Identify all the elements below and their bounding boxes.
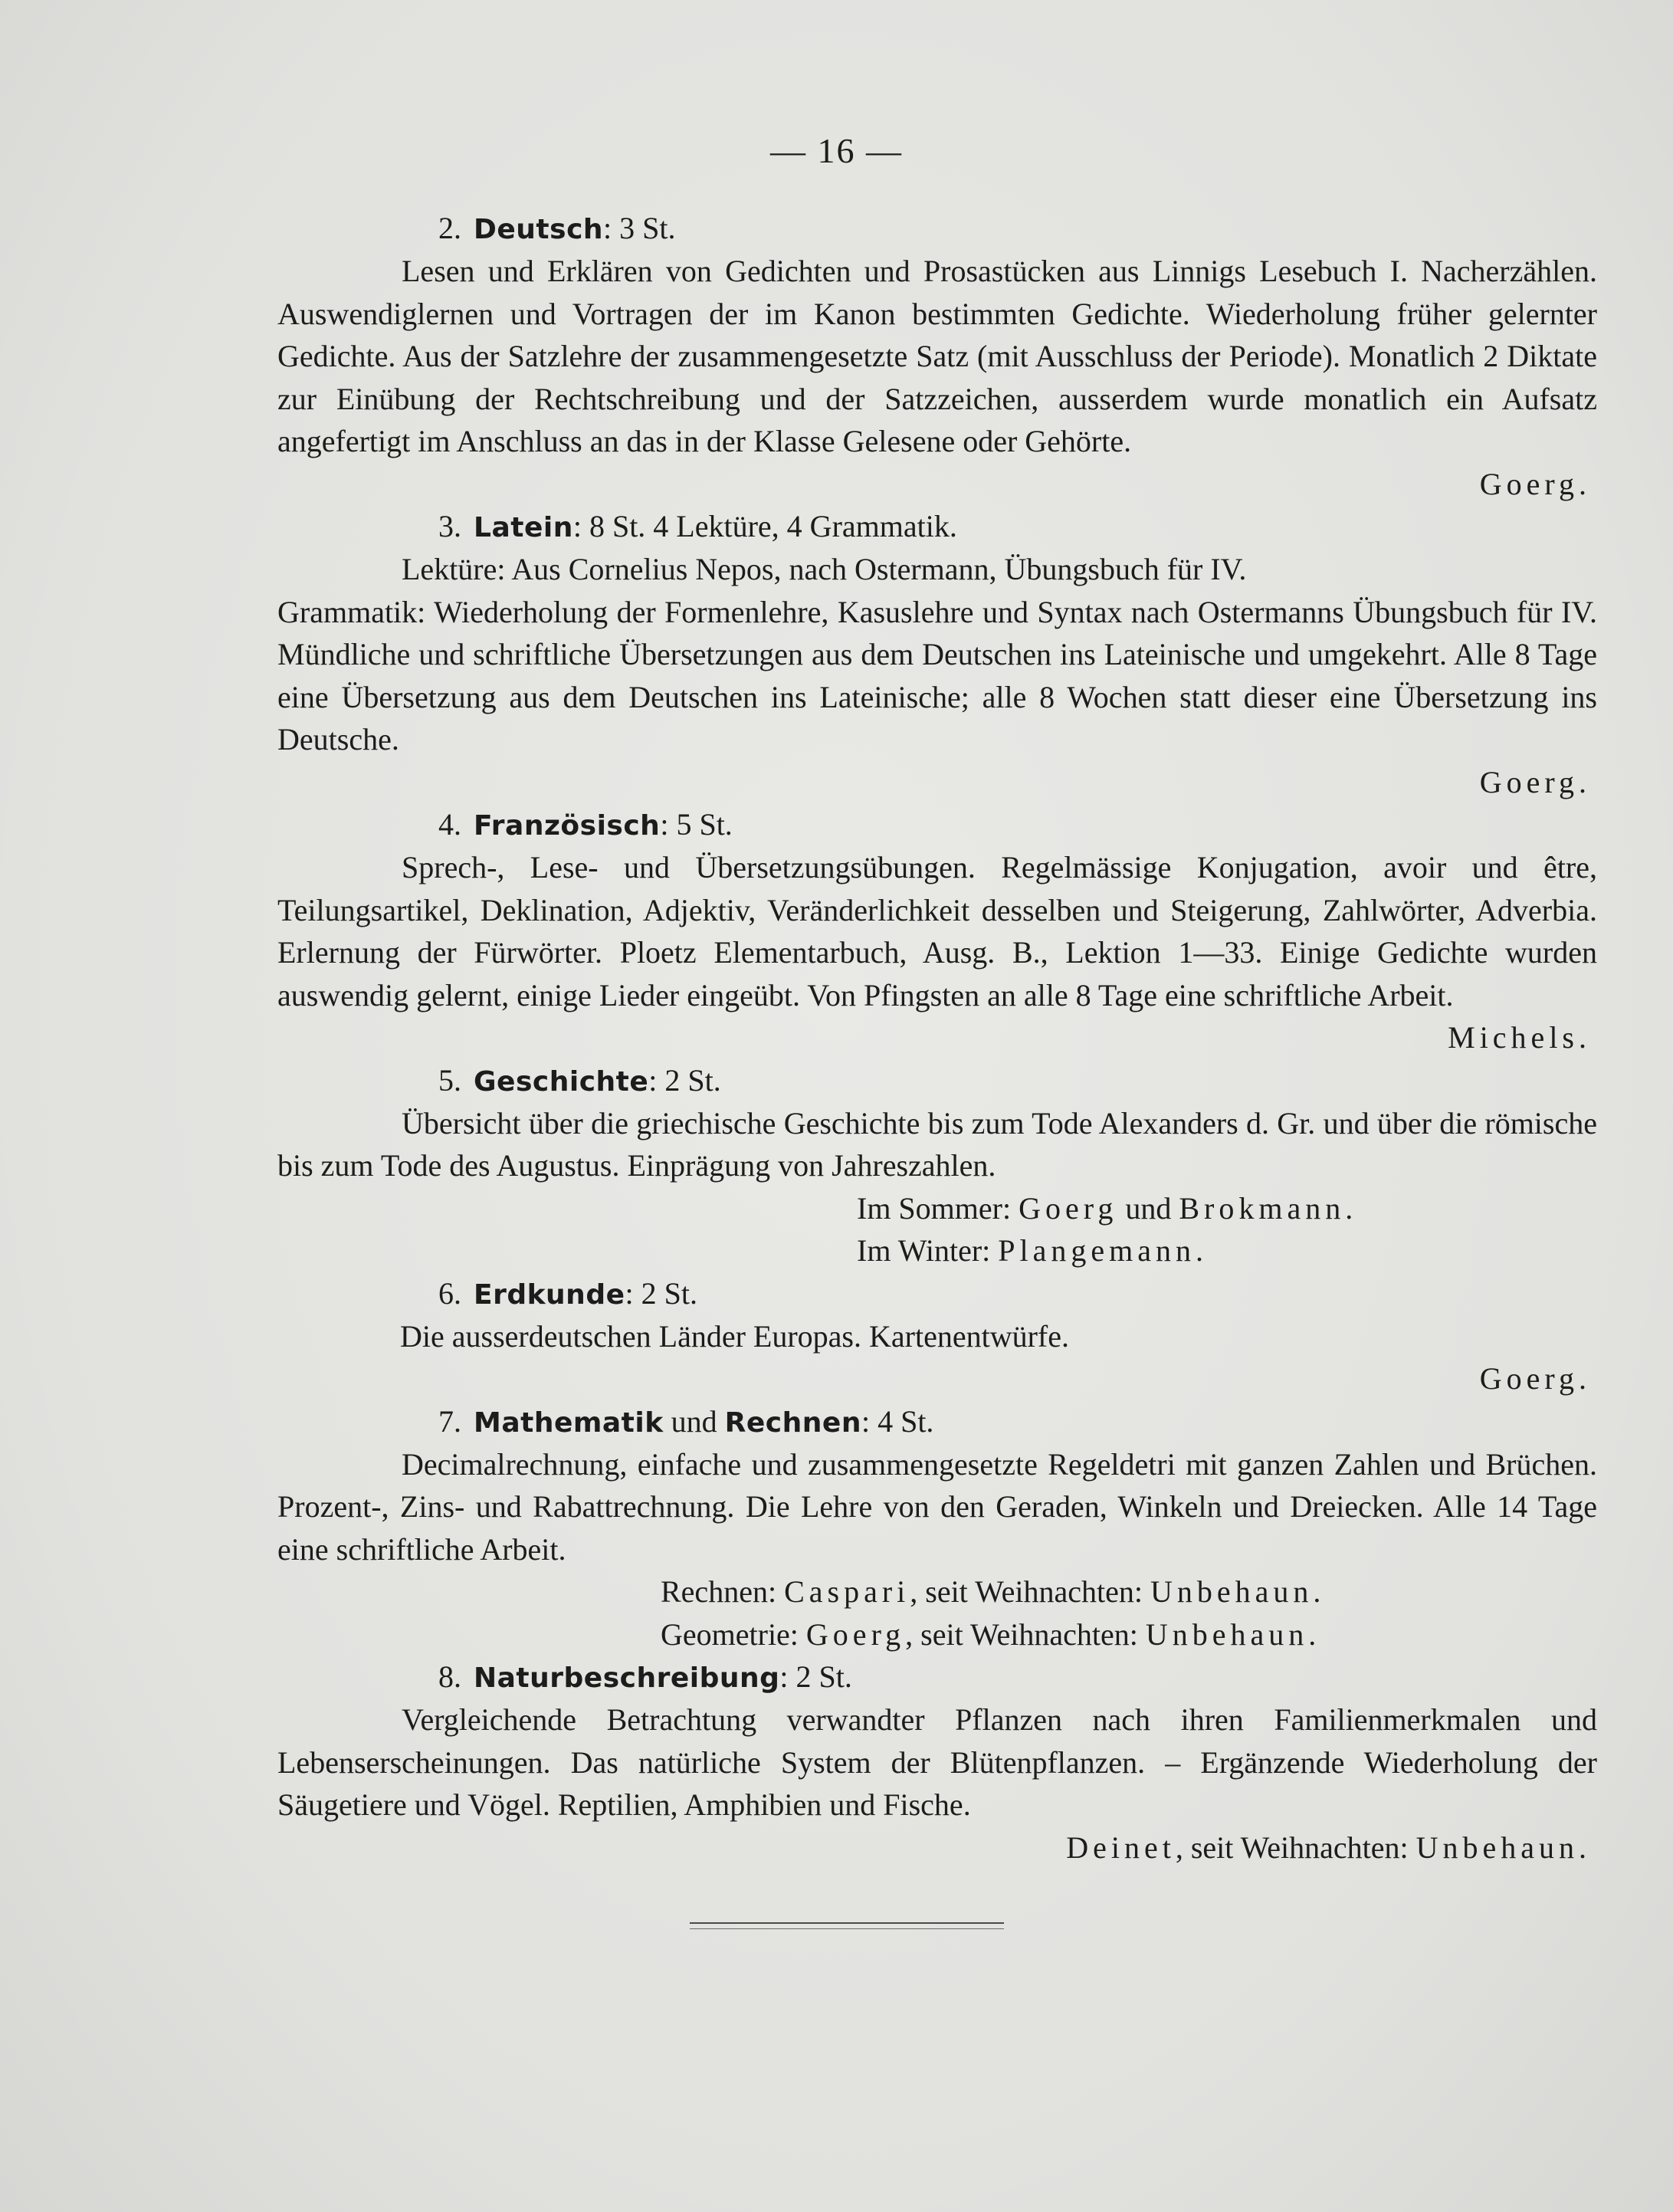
hours: : 8 St. 4 Lektüre, 4 Grammatik. (572, 509, 957, 543)
rechnen-label: Rechnen: (661, 1574, 777, 1609)
hours: : 4 St. (861, 1403, 934, 1439)
section-number: 2. (438, 211, 461, 245)
section-deutsch (277, 207, 1597, 505)
page-content (277, 207, 1597, 1869)
section-number: 4. (438, 807, 461, 842)
conjunction: und (1125, 1190, 1172, 1226)
teacher-name: Michels. (1448, 1020, 1591, 1055)
section-erdkunde (277, 1272, 1597, 1400)
hours: : 2 St. (648, 1062, 721, 1098)
teacher-name: Goerg. (1479, 1361, 1591, 1396)
teacher-geometrie (277, 1613, 1597, 1656)
hours: : 3 St. (603, 211, 676, 245)
subject-name: Rechnen (724, 1406, 861, 1439)
section-heading (277, 1272, 1597, 1315)
subject-name: Deutsch (474, 214, 604, 245)
teacher-summer (277, 1187, 1597, 1230)
subject-name: Geschichte (474, 1065, 649, 1098)
section-heading (277, 207, 1597, 250)
section-number: 8. (438, 1659, 461, 1694)
section-heading (277, 505, 1597, 548)
section-text-grammatik: Grammatik: Wiederholung der Formenlehre, Kasuslehre und Syntax nach Ostermanns Übungsbuch für IV. Mündliche und schriftliche Übersetzungen aus dem Deutschen ins Lateinische und umgekehrt. Alle 8 Tage eine Übersetzung aus dem Deutschen ins Lateinische; alle 8 Wochen statt dieser eine Übersetzung ins Deutsche. (277, 594, 1597, 756)
teacher-winter (277, 1229, 1597, 1272)
hours: : 5 St. (660, 807, 733, 842)
end-rule (690, 1922, 1004, 1934)
section-text: Übersicht über die griechische Geschichte bis zum Tode Alexanders d. Gr. und über die römische bis zum Tode des Augustus. Einprägung von Jahreszahlen. (277, 1105, 1597, 1183)
section-number: 3. (438, 509, 461, 543)
hours: : 2 St. (625, 1275, 697, 1311)
since-label: , seit Weihnachten: (1175, 1830, 1409, 1865)
divider-line (690, 1922, 1004, 1924)
divider-line (690, 1928, 1004, 1929)
section-latein (277, 505, 1597, 803)
page-number: — 16 — (770, 131, 903, 170)
teacher-name: Brokmann. (1179, 1190, 1358, 1226)
section-text: Vergleichende Betrachtung verwandter Pflanzen nach ihren Familienmerkmalen und Lebenserscheinungen. Das natürliche System der Blütenpflanzen. – Ergänzende Wiederholung der Säugetiere und Vögel. Reptilien, Amphibien und Fische. (277, 1702, 1597, 1822)
teacher-name: Goerg. (1479, 764, 1591, 799)
conjunction: und (671, 1403, 717, 1439)
winter-label: Im Winter: (857, 1233, 991, 1268)
section-heading (277, 1059, 1597, 1102)
subject-name: Erdkunde (474, 1278, 625, 1311)
section-number: 6. (438, 1275, 461, 1311)
subject-name: Naturbeschreibung (474, 1662, 780, 1694)
geometrie-label: Geometrie: (661, 1616, 799, 1652)
teacher-name: Goerg (805, 1616, 906, 1652)
section-text-lektuere: Lektüre: Aus Cornelius Nepos, nach Ostermann, Übungsbuch für IV. (402, 552, 1247, 586)
since-label: , seit Weihnachten: (910, 1574, 1143, 1609)
section-heading (277, 803, 1597, 846)
summer-label: Im Sommer: (857, 1190, 1012, 1226)
section-text: Die ausserdeutschen Länder Europas. Kartenentwürfe. (400, 1318, 1069, 1354)
subject-name: Mathematik (474, 1406, 664, 1439)
teacher-name: Unbehaun. (1150, 1574, 1326, 1609)
teacher-name: Unbehaun. (1415, 1830, 1591, 1865)
teacher-name: Plangemann. (998, 1233, 1209, 1268)
section-text: Lesen und Erklären von Gedichten und Prosastücken aus Linnigs Lesebuch I. Nacherzählen. Auswendiglernen und Vortragen der im Kanon bestimmten Gedichte. Wiederholung früher gelernter Gedichte. Aus der Satzlehre der zusammengesetzte Satz (mit Ausschluss der Periode). Monatlich 2 Diktate zur Einübung der Rechtschreibung und der Satzzeichen, ausserdem wurde monatlich ein Aufsatz angefertigt im Anschluss an das in der Klasse Gelesene oder Gehörte. (277, 254, 1597, 458)
teacher-rechnen (277, 1570, 1597, 1613)
subject-name: Französisch (474, 810, 661, 842)
teacher-name: Deinet (1066, 1830, 1176, 1865)
section-heading (277, 1400, 1597, 1443)
section-number: 5. (438, 1062, 461, 1098)
section-text: Decimalrechnung, einfache und zusammengesetzte Regeldetri mit ganzen Zahlen und Brüchen. Prozent-, Zins- und Rabattrechnung. Die Lehre von den Geraden, Winkeln und Dreiecken. Alle 14 Tage eine schriftliche Arbeit. (277, 1446, 1597, 1567)
teacher-name: Caspari (784, 1574, 910, 1609)
section-number: 7. (438, 1403, 461, 1439)
teacher-line (277, 1826, 1597, 1869)
section-geschichte (277, 1059, 1597, 1272)
subject-name: Latein (474, 512, 573, 543)
teacher-name: Goerg (1019, 1190, 1118, 1226)
teacher-name: Unbehaun. (1145, 1616, 1321, 1652)
section-mathematik (277, 1400, 1597, 1656)
teacher-name: Goerg. (1479, 466, 1591, 501)
hours: : 2 St. (779, 1659, 852, 1694)
section-franzoesisch (277, 803, 1597, 1059)
section-text: Sprech-, Lese- und Übersetzungsübungen. Regelmässige Konjugation, avoir und être, Teilungsartikel, Deklination, Adjektiv, Veränderlichkeit desselben und Steigerung, Zahlwörter, Adverbia. Erlernung der Fürwörter. Ploetz Elementarbuch, Ausg. B., Lektion 1—33. Einige Gedichte wurden auswendig gelernt, einige Lieder eingeübt. Von Pfingsten an alle 8 Tage eine schriftliche Arbeit. (277, 850, 1597, 1012)
since-label: , seit Weihnachten: (905, 1616, 1138, 1652)
section-heading (277, 1656, 1597, 1698)
section-naturbeschreibung (277, 1656, 1597, 1869)
